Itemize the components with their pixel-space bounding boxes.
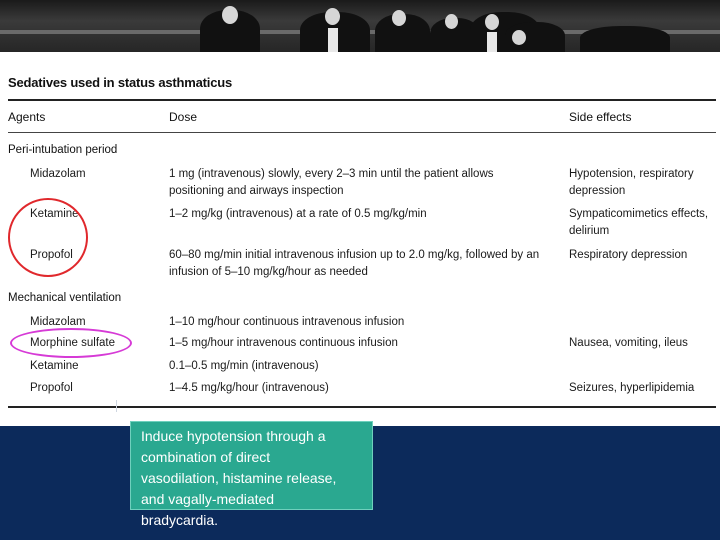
header-agents: Agents (8, 110, 46, 124)
cell-side-effects: Sympaticomimetics effects, delirium (569, 208, 709, 237)
cell-agent: Propofol (30, 249, 73, 261)
table-title: Sedatives used in status asthmaticus (8, 75, 232, 90)
bottom-rule (8, 406, 716, 408)
cell-dose: 0.1–0.5 mg/min (intravenous) (169, 360, 319, 372)
cell-dose: 1–4.5 mg/kg/hour (intravenous) (169, 382, 329, 394)
cell-dose: 1–2 mg/kg (intravenous) at a rate of 0.5 mg/kg/min (169, 208, 427, 220)
callout-box (130, 421, 373, 528)
header-rule (8, 132, 716, 133)
section-label-mechanical-ventilation: Mechanical ventilation (8, 292, 122, 304)
cell-agent: Ketamine (30, 208, 79, 220)
red-circle-annotation (8, 198, 88, 277)
callout-line: and vagally-mediated (141, 491, 275, 507)
callout-line: vasodilation, histamine release, (141, 470, 337, 486)
cell-dose: 1 mg (intravenous) slowly, every 2–3 min until the patient allows positioning and airways inspection (169, 168, 494, 197)
table-panel (0, 52, 720, 426)
cell-side-effects: Nausea, vomiting, ileus (569, 337, 688, 349)
callout-line: combination of direct (141, 449, 271, 465)
top-rule (8, 99, 716, 101)
callout-line: Induce hypotension through a (141, 428, 326, 444)
cell-agent: Midazolam (30, 168, 86, 180)
cell-side-effects: Hypotension, respiratory depression (569, 168, 694, 197)
cell-agent: Morphine sulfate (30, 337, 116, 349)
cell-agent: Ketamine (30, 360, 79, 372)
cell-side-effects: Seizures, hyperlipidemia (569, 382, 695, 394)
callout-pointer (116, 400, 117, 412)
section-label-peri-intubation: Peri-intubation period (8, 144, 118, 156)
cell-dose: 1–5 mg/hour intravenous continuous infusion (169, 337, 398, 349)
cell-side-effects: Respiratory depression (569, 249, 688, 261)
cell-agent: Midazolam (30, 316, 86, 328)
header-dose: Dose (169, 110, 198, 124)
cell-dose: 60–80 mg/min initial intravenous infusion up to 2.0 mg/kg, followed by an infusion of 5–10 mg/kg/hour as needed (169, 249, 540, 278)
cell-dose: 1–10 mg/hour continuous intravenous infusion (169, 316, 405, 328)
callout-line: bradycardia. (141, 512, 219, 528)
header-side-effects: Side effects (569, 110, 632, 124)
cell-agent: Propofol (30, 382, 73, 394)
header-photo (0, 0, 720, 52)
pink-circle-annotation (10, 328, 132, 358)
